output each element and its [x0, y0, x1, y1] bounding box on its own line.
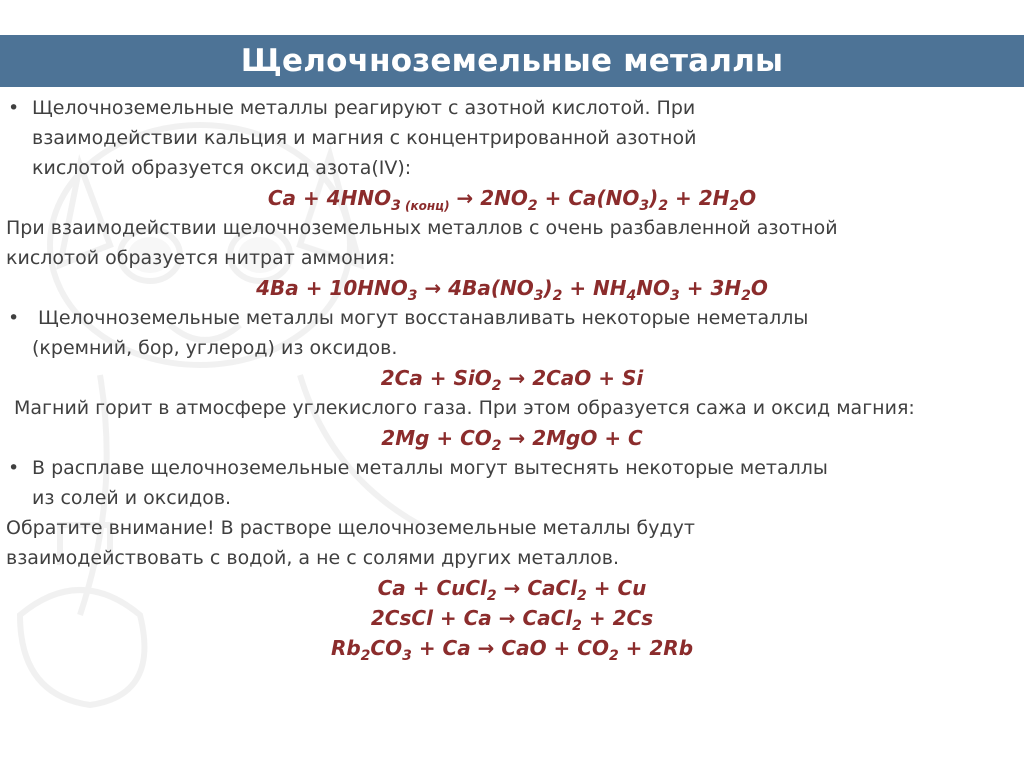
formula-line: 2Ca + SiO$_2$ → 2CaO + Si — [380, 366, 644, 394]
paragraph-line — [0, 123, 1024, 153]
paragraph-line — [0, 333, 1024, 363]
paragraph-text: кислотой образуется оксид азота(IV): — [32, 157, 412, 179]
paragraph-text: При взаимодействии щелочноземельных металлов с очень разбавленной азотной — [6, 217, 838, 239]
slide — [0, 35, 1024, 732]
paragraph-text: из солей и оксидов. — [32, 487, 232, 509]
title-bar — [0, 35, 1024, 87]
bullet-icon: • — [8, 97, 20, 119]
paragraph-line — [0, 243, 1024, 273]
slide-title: Щелочноземельные металлы — [240, 43, 784, 79]
formula-line: $Rb_2CO_3 + Ca$ → CaO + $CO_2 + 2Rb$ — [330, 636, 694, 664]
paragraph-text: взаимодействовать с водой, а не с солями других металлов. — [6, 547, 620, 569]
formula-line: Ca + CuCl$_2$ → CaCl$_2$ + Cu — [377, 576, 647, 604]
formula-line: $Ca + 4HNO_3$ $_{(конц)} \to 2NO_2 + Ca(NO_3)_2 + 2H_2O$ — [267, 186, 757, 214]
paragraph-line — [0, 543, 1024, 573]
paragraph-text: Щелочноземельные металлы могут восстанавливать некоторые неметаллы — [32, 307, 809, 329]
paragraph-text: Щелочноземельные металлы реагируют с азотной кислотой. При — [32, 97, 696, 119]
paragraph-line — [0, 393, 1024, 423]
paragraph-line — [0, 93, 1024, 123]
paragraph-text: взаимодействии кальция и магния с концентрированной азотной — [32, 127, 697, 149]
formula-line: 2CsCl + Ca → CaCl$_2$ + 2Cs — [370, 606, 654, 634]
paragraph-text: В расплаве щелочноземельные металлы могут вытеснять некоторые металлы — [32, 457, 828, 479]
paragraph-text: Обратите внимание! В растворе щелочноземельные металлы будут — [6, 517, 695, 539]
paragraph-line — [0, 453, 1024, 483]
paragraph-text: (кремний, бор, углерод) из оксидов. — [32, 337, 398, 359]
formula-line: $2Mg + CO_2 \to 2MgO + C$ — [381, 426, 643, 454]
paragraph-line — [0, 213, 1024, 243]
slide-content — [0, 93, 1024, 663]
paragraph-line — [0, 483, 1024, 513]
formula-line: $4Ba + 10HNO_3 \to 4Ba(NO_3)_2 + NH_4NO_3 + 3H_2O$ — [256, 276, 768, 304]
paragraph-line — [0, 303, 1024, 333]
bullet-icon: • — [8, 307, 20, 329]
bullet-icon: • — [8, 457, 20, 479]
paragraph-line — [0, 153, 1024, 183]
paragraph-line — [0, 513, 1024, 543]
paragraph-text: Магний горит в атмосфере углекислого газа. При этом образуется сажа и оксид магния: — [14, 397, 915, 419]
paragraph-text: кислотой образуется нитрат аммония: — [6, 247, 396, 269]
